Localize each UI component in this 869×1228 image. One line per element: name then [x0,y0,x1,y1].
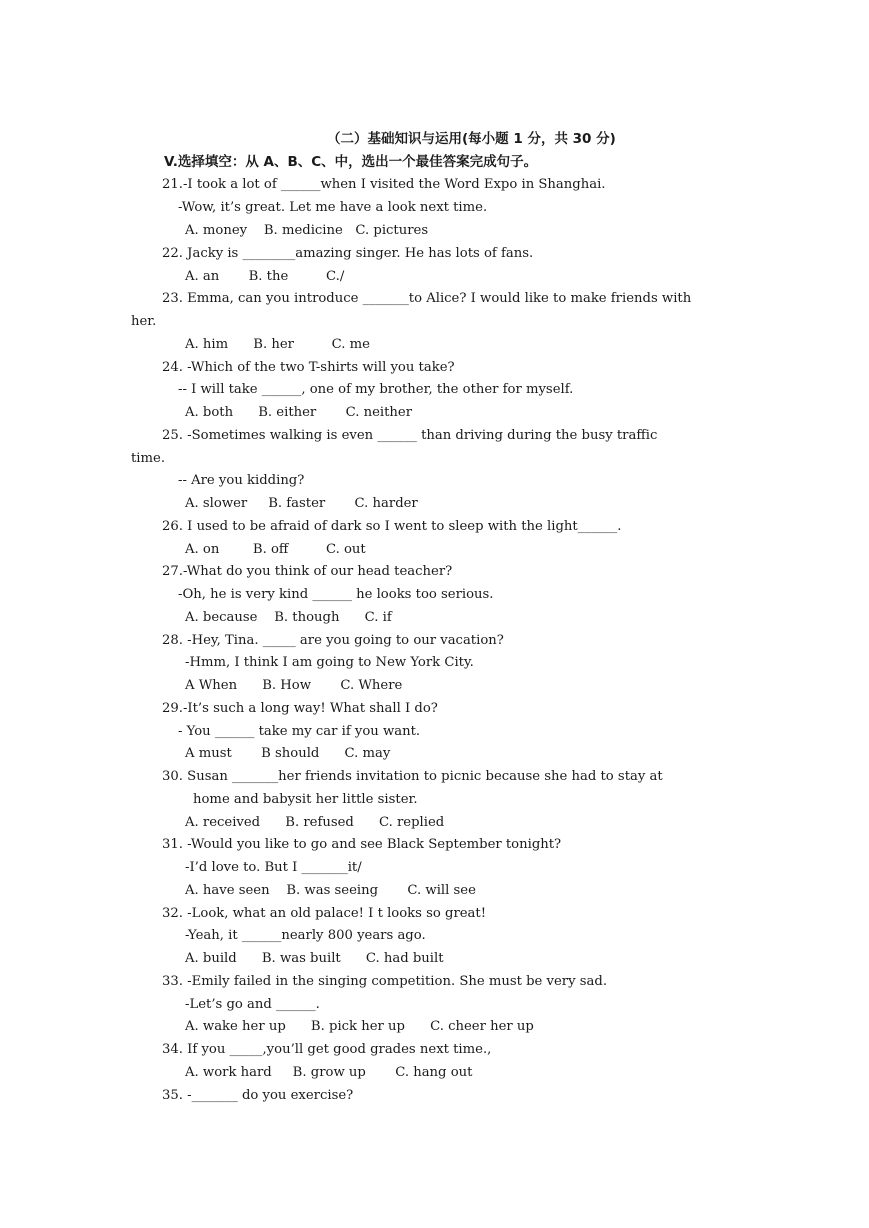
question-28-reply: -Hmm, I think I am going to New York City. [185,655,474,670]
question-31: 31. -Would you like to go and see Black September tonight? [162,837,562,852]
question-29-reply: - You ______ take my car if you want. [178,724,421,739]
question-32-reply: -Yeah, it ______nearly 800 years ago. [185,928,426,943]
question-28: 28. -Hey, Tina. _____ are you going to our vacation? [162,633,504,648]
question-24-reply: -- I will take ______, one of my brother, the other for myself. [178,382,574,397]
question-23-cont: her. [131,314,157,329]
part-title: V.选择填空：从 A、B、C、中，选出一个最佳答案完成句子。 [164,154,538,170]
question-21-reply: -Wow, it’s great. Let me have a look next time. [178,200,488,215]
question-24-options: A. both B. either C. neither [185,405,412,420]
question-29-options: A must B should C. may [185,746,391,761]
question-34-options: A. work hard B. grow up C. hang out [185,1065,473,1080]
question-33-reply: -Let’s go and ______. [185,997,320,1012]
question-27-options: A. because B. though C. if [185,610,392,625]
question-31-options: A. have seen B. was seeing C. will see [185,883,476,898]
question-30: 30. Susan _______her friends invitation to picnic because she had to stay at [162,769,663,784]
question-32: 32. -Look, what an old palace! I t looks so great! [162,906,487,921]
question-34: 34. If you _____,you’ll get good grades next time., [162,1042,492,1057]
question-33-options: A. wake her up B. pick her up C. cheer her up [185,1019,534,1034]
question-21: 21.-I took a lot of ______when I visited the Word Expo in Shanghai. [162,177,606,192]
question-28-options: A When B. How C. Where [185,678,403,693]
question-27: 27.-What do you think of our head teacher? [162,564,453,579]
question-25-cont: time. [131,451,166,466]
question-25-reply: -- Are you kidding? [178,473,305,488]
question-22-options: A. an B. the C./ [185,269,345,284]
question-29: 29.-It’s such a long way! What shall I do? [162,701,438,716]
question-25: 25. -Sometimes walking is even ______ than driving during the busy traffic [162,428,658,443]
question-35: 35. -_______ do you exercise? [162,1088,354,1103]
question-30-cont: home and babysit her little sister. [193,792,418,807]
question-21-options: A. money B. medicine C. pictures [185,223,429,238]
question-23: 23. Emma, can you introduce _______to Alice? I would like to make friends with [162,291,692,306]
section-title: （二）基础知识与运用(每小题 1 分，共 30 分) [327,131,616,147]
question-27-reply: -Oh, he is very kind ______ he looks too serious. [178,587,494,602]
question-30-options: A. received B. refused C. replied [185,815,445,830]
question-26: 26. I used to be afraid of dark so I went to sleep with the light______. [162,519,622,534]
question-23-options: A. him B. her C. me [185,337,370,352]
question-33: 33. -Emily failed in the singing competition. She must be very sad. [162,974,608,989]
question-31-reply: -I’d love to. But I _______it/ [185,860,362,875]
question-22: 22. Jacky is ________amazing singer. He has lots of fans. [162,246,534,261]
question-25-options: A. slower B. faster C. harder [185,496,418,511]
question-24: 24. -Which of the two T-shirts will you take? [162,360,455,375]
question-32-options: A. build B. was built C. had built [185,951,444,966]
question-26-options: A. on B. off C. out [185,542,366,557]
